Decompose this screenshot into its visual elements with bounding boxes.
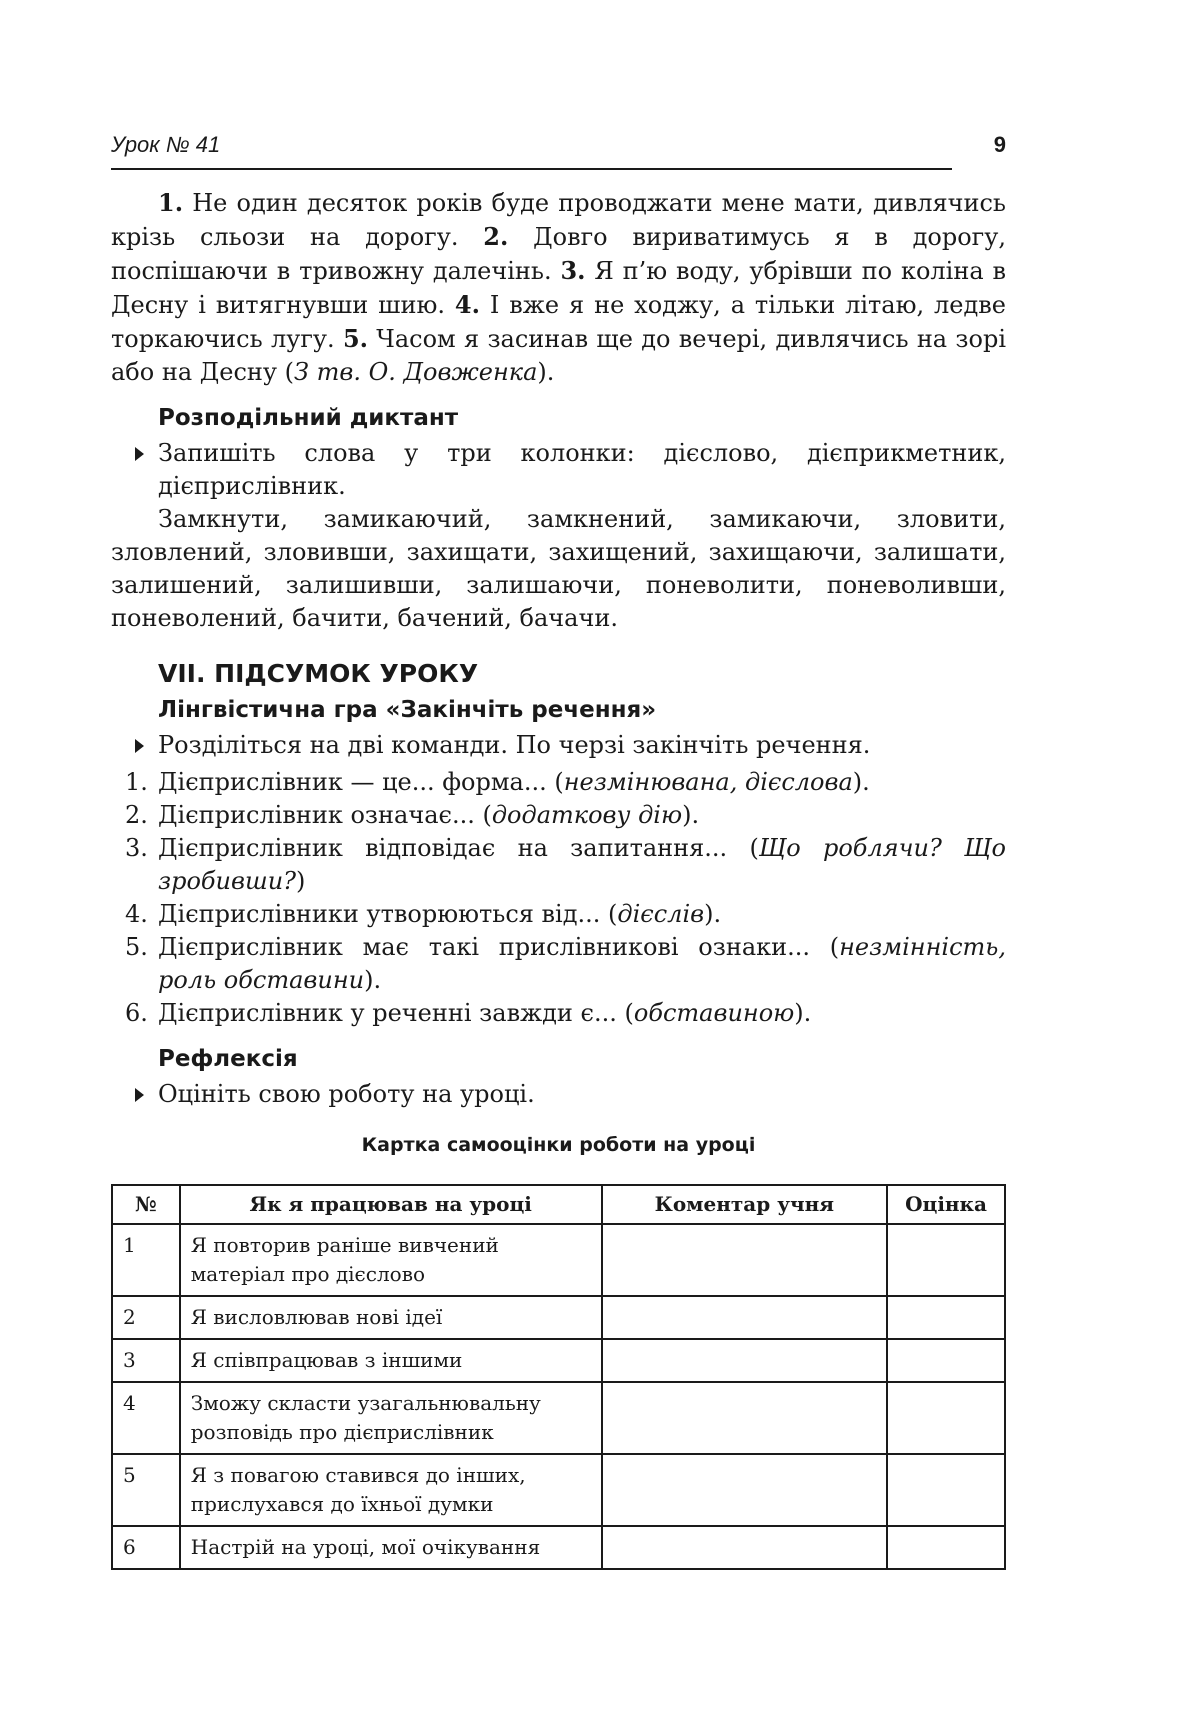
dictation-words: Замкнути, замикаючий, замкнений, замикаючи, зловити, зловлений, зловивши, захищати, захищений, захищаючи, залишати, залишений, залишивши, залишаючи, поневолити, поневоливши, поневолений, бачити, бачений, бачачи. [111, 505, 1006, 632]
item-text: Дієприслівник — це... форма... ( [158, 768, 564, 796]
intro-paragraph [111, 186, 1006, 389]
game-task-text: Розділіться на дві команди. По черзі закінчіть речення. [158, 731, 871, 759]
item-number: 2. [125, 801, 148, 829]
sentence-text: Не один десяток років буде проводжати мене мати, дивлячись крізь сльози на дорогу. [111, 189, 1006, 251]
table-header-row [112, 1185, 1005, 1224]
page-number: 9 [993, 132, 1006, 157]
comment-cell [602, 1224, 888, 1296]
grade-cell [887, 1454, 1005, 1526]
sentence-number: 4. [454, 290, 480, 319]
item-answer: Що роблячи? Що зробивши? [158, 834, 1006, 895]
reflection-task [111, 1078, 1006, 1111]
list-item [111, 799, 1006, 832]
item-end: ) [296, 867, 306, 895]
item-answer: незмінювана, дієслова [563, 768, 853, 796]
item-text: Дієприслівник відповідає на запитання... ( [158, 834, 759, 862]
sentence-number: 5. [342, 324, 369, 353]
grade-cell [887, 1382, 1005, 1454]
item-number: 4. [125, 900, 148, 928]
row-number: 2 [112, 1296, 180, 1339]
column-header: Як я працював на уроці [180, 1185, 602, 1224]
reflection-task-text: Оцініть свою роботу на уроці. [158, 1080, 535, 1108]
table-row [112, 1224, 1005, 1296]
sentence-number: 3. [560, 256, 586, 285]
game-heading: Лінгвістична гра «Закінчіть речення» [158, 697, 657, 723]
table-caption: Картка самооцінки роботи на уроці [361, 1134, 756, 1156]
item-answer: обставиною [633, 999, 795, 1027]
comment-cell [602, 1339, 888, 1382]
item-end: ). [682, 801, 700, 829]
sentence-text: Я п’ю воду, убрівши по коліна в Десну і витягнувши шию. [111, 257, 1007, 319]
sentence-text: Довго вириватимусь я в дорогу, поспішаючи в тривожну далечінь. [111, 223, 1006, 285]
column-header: № [112, 1185, 180, 1224]
item-end: ). [704, 900, 722, 928]
header-rule [111, 168, 952, 170]
table-row [112, 1454, 1005, 1526]
item-answer: дієслів [617, 900, 705, 928]
sentence-text: Часом я засинав ще до вечері, дивлячись на зорі або на Десну ( [111, 325, 1006, 386]
item-end: ). [852, 768, 870, 796]
page-header [111, 132, 1006, 172]
row-number: 6 [112, 1526, 180, 1569]
item-number: 6. [125, 999, 148, 1027]
list-item [111, 766, 1006, 799]
item-number: 1. [125, 768, 148, 796]
item-answer: додаткову дію [491, 801, 683, 829]
grade-cell [887, 1224, 1005, 1296]
dictation-task-text: Запишіть слова у три колонки: дієслово, дієприкметник, дієприслівник. [158, 439, 1006, 500]
row-number: 3 [112, 1339, 180, 1382]
grade-cell [887, 1339, 1005, 1382]
list-item [111, 997, 1006, 1030]
grade-cell [887, 1526, 1005, 1569]
game-task [111, 729, 1006, 762]
sentence-end: ). [537, 358, 555, 386]
bullet-triangle-icon [135, 739, 144, 753]
comment-cell [602, 1526, 888, 1569]
item-number: 3. [125, 834, 148, 862]
column-header: Коментар учня [602, 1185, 888, 1224]
item-end: ). [794, 999, 812, 1027]
item-end: ). [364, 966, 382, 994]
table-row [112, 1339, 1005, 1382]
sentence-number: 1. [158, 188, 184, 217]
bullet-triangle-icon [135, 447, 144, 461]
sentence-text: І вже я не ходжу, а тільки літаю, ледве торкаючись лугу. [111, 291, 1007, 353]
table-row [112, 1382, 1005, 1454]
list-item [111, 931, 1006, 997]
comment-cell [602, 1296, 888, 1339]
reflection-heading: Рефлексія [158, 1046, 298, 1072]
row-text: Зможу скласти узагальнювальну розповідь про дієприслівник [180, 1382, 602, 1454]
item-text: Дієприслівник у реченні завжди є... ( [158, 999, 634, 1027]
lesson-title: Урок № 41 [111, 132, 221, 157]
row-text: Я з повагою ставився до інших, прислухався до їхньої думки [180, 1454, 602, 1526]
row-text: Настрій на уроці, мої очікування [180, 1526, 602, 1569]
list-item [111, 832, 1006, 898]
row-number: 4 [112, 1382, 180, 1454]
dictation-heading: Розподільний диктант [158, 405, 459, 431]
item-answer: незмінність, роль обставини [158, 933, 1006, 994]
game-sentence-list [111, 766, 1006, 1030]
dictation-task [111, 437, 1006, 503]
column-header: Оцінка [887, 1185, 1005, 1224]
self-assessment-table [111, 1184, 1006, 1570]
table-row [112, 1526, 1005, 1569]
page-content [111, 186, 1006, 1570]
comment-cell [602, 1382, 888, 1454]
bullet-triangle-icon [135, 1088, 144, 1102]
row-text: Я співпрацював з іншими [180, 1339, 602, 1382]
source-citation: З тв. О. Довженка [294, 358, 538, 386]
item-text: Дієприслівник означає... ( [158, 801, 492, 829]
grade-cell [887, 1296, 1005, 1339]
list-item [111, 898, 1006, 931]
summary-heading: VII. ПІДСУМОК УРОКУ [158, 659, 479, 688]
comment-cell [602, 1454, 888, 1526]
row-number: 5 [112, 1454, 180, 1526]
row-number: 1 [112, 1224, 180, 1296]
table-row [112, 1296, 1005, 1339]
item-number: 5. [125, 933, 148, 961]
row-text: Я повторив раніше вивчений матеріал про дієслово [180, 1224, 602, 1296]
item-text: Дієприслівники утворюються від... ( [158, 900, 618, 928]
item-text: Дієприслівник має такі прислівникові ознаки... ( [158, 933, 840, 961]
row-text: Я висловлював нові ідеї [180, 1296, 602, 1339]
sentence-number: 2. [483, 222, 509, 251]
